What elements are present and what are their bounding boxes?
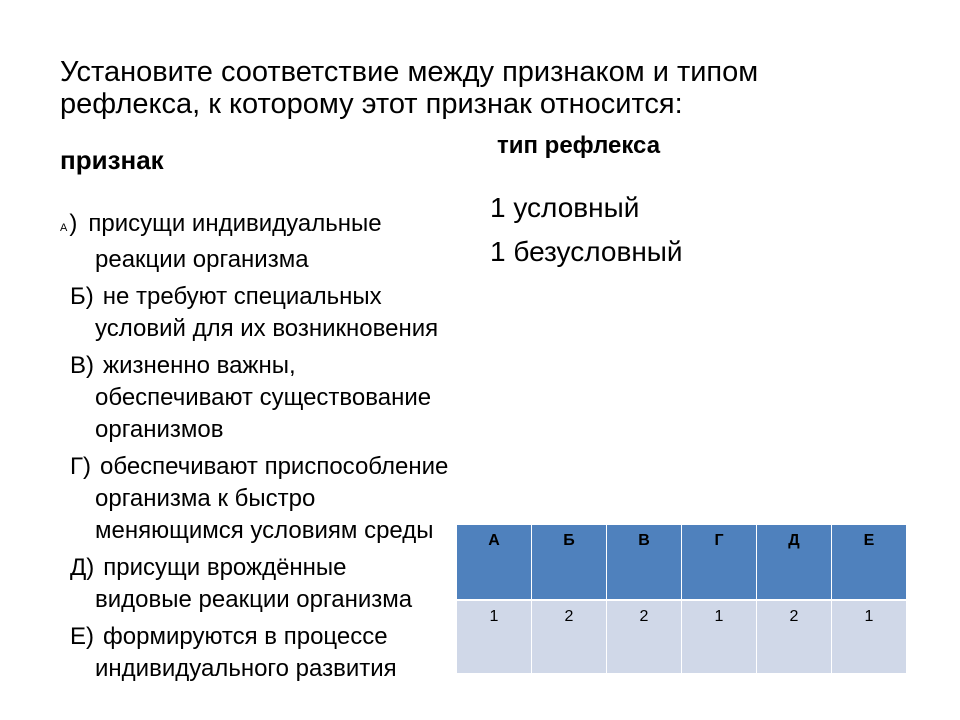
feature-paren: ) (86, 623, 95, 650)
answer-table-value-cell: 2 (607, 600, 682, 674)
answer-table-header-cell: Д (757, 525, 832, 600)
feature-text-continued: организма к быстро (95, 485, 316, 512)
feature-letter: Г (70, 453, 83, 480)
reflex-type-options (490, 192, 683, 280)
feature-item-first-line (60, 208, 448, 244)
reflex-type-column-heading: тип рефлекса (497, 132, 661, 159)
feature-letter: Д (70, 554, 87, 581)
feature-item-first-line (60, 350, 448, 382)
feature-text-continued: видовые реакции организма (95, 586, 413, 613)
feature-item-e (60, 621, 448, 685)
answer-table-header-row (457, 525, 907, 600)
slide-title: Установите соответствие между признаком и типом рефлекса, к которому этот признак относится: (60, 56, 759, 120)
feature-paren: ) (83, 453, 91, 480)
answer-table-header-cell: Е (832, 525, 907, 600)
feature-letter: А (60, 222, 68, 234)
feature-text-continued: организмов (95, 416, 224, 443)
feature-letter: В (70, 352, 87, 379)
feature-text: жизненно важны, (103, 352, 296, 379)
feature-item-a (60, 208, 448, 276)
feature-text-continued: реакции организма (95, 246, 309, 273)
answer-table-value-cell: 1 (832, 600, 907, 674)
reflex-type-option: 1 безусловный (490, 236, 683, 267)
feature-letter: Е (70, 623, 87, 650)
answer-table-value-cell: 2 (532, 600, 607, 674)
feature-letter: Б (70, 283, 86, 310)
feature-text-continued: индивидуального развития (95, 655, 397, 682)
feature-item-v (60, 350, 448, 446)
answer-table-value-cell: 1 (457, 600, 532, 674)
answer-table-header-cell: В (607, 525, 682, 600)
feature-text: обеспечивают приспособление (100, 453, 449, 480)
answer-table-value-cell: 1 (682, 600, 757, 674)
feature-text: присущи индивидуальные (88, 210, 382, 237)
feature-item-first-line (60, 451, 448, 483)
answer-table (456, 524, 907, 674)
feature-paren: ) (69, 210, 78, 237)
reflex-type-option: 1 условный (490, 192, 640, 223)
feature-item-first-line (60, 621, 448, 653)
feature-item-d (60, 552, 448, 616)
feature-column-heading: признак (60, 145, 164, 175)
feature-text-continued: условий для их возникновения (95, 315, 439, 342)
answer-table-header-cell: Г (682, 525, 757, 600)
answer-table-header-cell: А (457, 525, 532, 600)
feature-paren: ) (86, 554, 95, 581)
feature-item-b (60, 281, 448, 345)
feature-text: не требуют специальных (102, 283, 382, 310)
feature-paren: ) (86, 352, 95, 379)
answer-table-value-row (457, 600, 907, 674)
feature-item-first-line (60, 552, 448, 584)
feature-text-continued: обеспечивают существование (95, 384, 432, 411)
feature-text: формируются в процессе (103, 623, 388, 650)
feature-paren: ) (85, 283, 94, 310)
feature-item-g (60, 451, 448, 547)
feature-text: присущи врождённые (103, 554, 347, 581)
feature-list (60, 208, 448, 690)
feature-text-continued: меняющимся условиям среды (95, 517, 434, 544)
answer-table-value-cell: 2 (757, 600, 832, 674)
answer-table-header-cell: Б (532, 525, 607, 600)
feature-item-first-line (60, 281, 448, 313)
